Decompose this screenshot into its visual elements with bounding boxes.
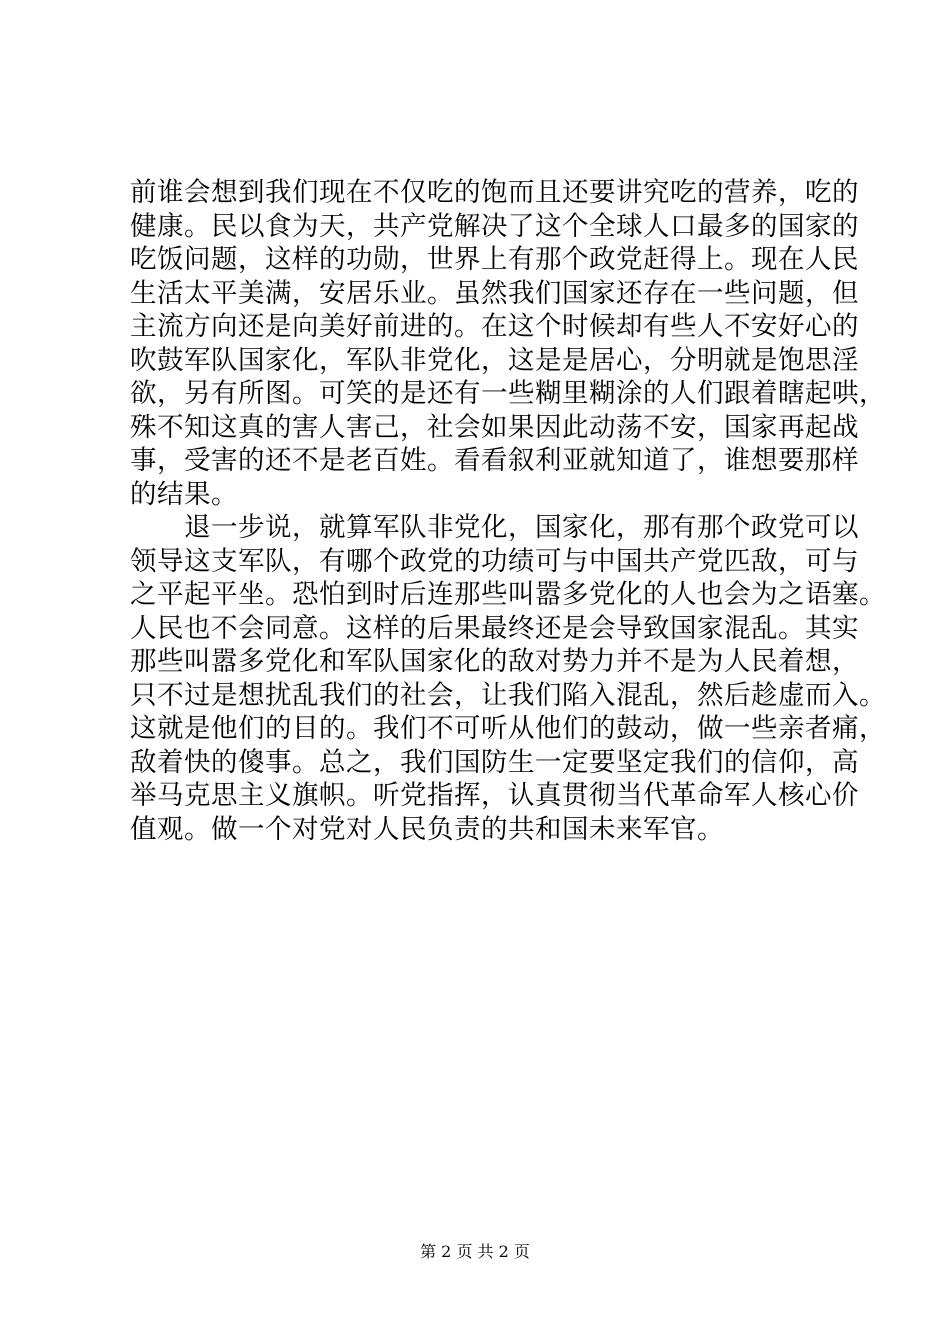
page-footer xyxy=(0,1242,950,1262)
text-line: 那些叫嚣多党化和军队国家化的敌对势力并不是为人民着想， xyxy=(130,646,859,677)
text-line: 吃饭问题，这样的功勋，世界上有那个政党赶得上。现在人民 xyxy=(130,244,859,275)
text-line: 主流方向还是向美好前进的。在这个时候却有些人不安好心的 xyxy=(130,311,859,342)
text-line: 退一步说，就算军队非党化，国家化，那有那个政党可以 xyxy=(130,512,859,543)
text-line: 值观。做一个对党对人民负责的共和国未来军官。 xyxy=(130,813,724,845)
text-line: 之平起平坐。恐怕到时后连那些叫嚣多党化的人也会为之语塞。 xyxy=(130,579,886,610)
text-line: 这就是他们的目的。我们不可听从他们的鼓动，做一些亲者痛， xyxy=(130,713,886,744)
text-line: 殊不知这真的害人害己，社会如果因此动荡不安，国家再起战 xyxy=(130,411,859,443)
text-line: 的结果。 xyxy=(130,478,238,510)
text-line: 欲，另有所图。可笑的是还有一些糊里糊涂的人们跟着瞎起哄， xyxy=(130,378,886,409)
text-line: 领导这支军队，有哪个政党的功绩可与中国共产党匹敌，可与 xyxy=(130,545,859,577)
text-line: 事，受害的还不是老百姓。看看叙利亚就知道了，谁想要那样 xyxy=(130,445,859,476)
text-line: 吹鼓军队国家化，军队非党化，这是是居心，分明就是饱思淫 xyxy=(130,344,859,376)
text-line: 健康。民以食为天，共产党解决了这个全球人口最多的国家的 xyxy=(130,210,859,242)
body-text xyxy=(130,176,886,846)
text-line: 生活太平美满，安居乐业。虽然我们国家还存在一些问题，但 xyxy=(130,277,859,309)
text-line: 只不过是想扰乱我们的社会，让我们陷入混乱，然后趁虚而入。 xyxy=(130,679,886,711)
text-line: 前谁会想到我们现在不仅吃的饱而且还要讲究吃的营养，吃的 xyxy=(130,177,859,208)
text-line: 敌着快的傻事。总之，我们国防生一定要坚定我们的信仰，高 xyxy=(130,746,859,778)
page-number-label: 第 2 页 共 2 页 xyxy=(420,1242,530,1261)
text-line: 举马克思主义旗帜。听党指挥，认真贯彻当代革命军人核心价 xyxy=(130,780,859,811)
text-line: 人民也不会同意。这样的后果最终还是会导致国家混乱。其实 xyxy=(130,612,859,644)
